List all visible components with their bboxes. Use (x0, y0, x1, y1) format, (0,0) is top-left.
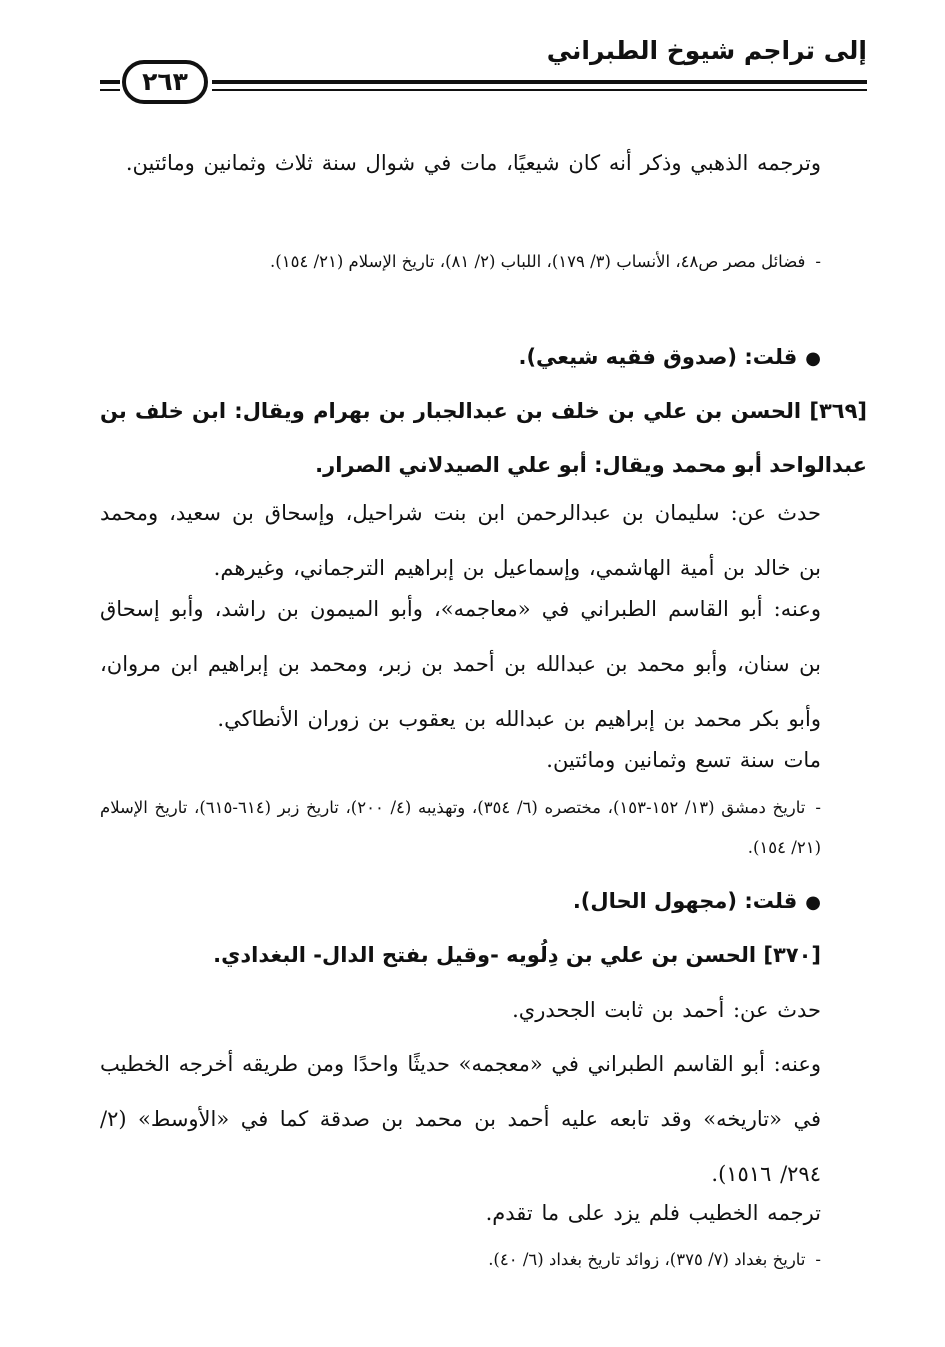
paragraph-text: حدث عن: سليمان بن عبدالرحمن ابن بنت شراحيل، وإسحاق بن سعيد، ومحمد بن خالد بن أمية الهاشمي، وإسماعيل بن إبراهيم الترجماني، وغيرهم. (100, 501, 821, 580)
paragraph-text: وترجمه الذهبي وذكر أنه كان شيعيًا، مات في شوال سنة ثلاث وثمانين ومائتين. (125, 151, 821, 175)
paragraph-students-369 (100, 582, 867, 747)
footnote-sources-2 (100, 788, 867, 868)
note-dash: - (815, 252, 821, 271)
book-page (100, 0, 867, 1347)
verdict-1 (100, 330, 867, 386)
paragraph-death-369 (100, 733, 867, 788)
page-number: ٢٦٣ (122, 60, 208, 104)
heading-text: [٣٧٠] الحسن بن علي بن دِلُويه -وقيل بفتح الدال- البغدادي. (213, 943, 821, 967)
footnote-text: فضائل مصر ص٤٨، الأنساب (٣/ ١٧٩)، اللباب (٢/ ٨١)، تاريخ الإسلام (٢١/ ١٥٤). (270, 252, 806, 271)
note-dash: - (815, 798, 821, 817)
verdict-text: قلت: (مجهول الحال). (572, 889, 798, 913)
header-rule-thick (212, 80, 867, 84)
paragraph-text: حدث عن: أحمد بن ثابت الجحدري. (512, 998, 821, 1022)
header-rule-left-thin (100, 89, 120, 91)
paragraph-narrated-from-370 (100, 983, 867, 1038)
heading-text: [٣٦٩] الحسن بن علي بن خلف بن عبدالجبار بن بهرام ويقال: ابن خلف بن عبدالواحد أبو محمد ويقال: أبو علي الصيدلاني الصرار. (100, 399, 867, 477)
bullet-icon: ● (805, 892, 821, 913)
paragraph-students-370 (100, 1037, 867, 1202)
footnote-text: تاريخ بغداد (٧/ ٣٧٥)، زوائد تاريخ بغداد (٦/ ٤٠). (488, 1250, 806, 1269)
paragraph-narrated-from-369 (100, 486, 867, 596)
entry-heading-370 (100, 928, 867, 982)
paragraph-text: وعنه: أبو القاسم الطبراني في «معاجمه»، وأبو الميمون بن راشد، وأبو إسحاق بن سنان، وأبو محمد بن عبدالله بن أحمد بن زبر، ومحمد بن إبراهيم ابن مروان، وأبو بكر محمد بن إبراهيم بن عبدالله بن يعقوب بن زوران الأنطاكي. (100, 597, 821, 731)
paragraph-text: وعنه: أبو القاسم الطبراني في «معجمه» حديثًا واحدًا ومن طريقه أخرجه الخطيب في «تاريخه» وقد تابعه عليه أحمد بن محمد بن صدقة كما في «الأوسط» (٢/ ٢٩٤/ ١٥١٦). (100, 1052, 821, 1186)
footnote-sources-3 (100, 1240, 867, 1280)
paragraph-khatib (100, 1186, 867, 1241)
footnote-sources-1 (100, 242, 867, 282)
entry-heading-369 (100, 384, 867, 492)
header-rule-thin (212, 89, 867, 91)
header-rule-left-thick (100, 80, 120, 84)
footnote-text: تاريخ دمشق (١٣/ ١٥٢-١٥٣)، مختصره (٦/ ٣٥٤)، وتهذيبه (٤/ ٢٠٠)، تاريخ زبر (٦١٤-٦١٥)، تاريخ الإسلام (٢١/ ١٥٤). (100, 798, 821, 857)
running-title: إلى تراجم شيوخ الطبراني (546, 36, 867, 65)
paragraph-text: ترجمه الخطيب فلم يزد على ما تقدم. (485, 1201, 821, 1225)
verdict-text: قلت: (صدوق فقيه شيعي). (518, 345, 798, 369)
paragraph-text: مات سنة تسع وثمانين ومائتين. (546, 748, 821, 772)
paragraph-dhahabi (100, 136, 867, 191)
bullet-icon: ● (805, 348, 821, 369)
verdict-2 (100, 874, 867, 930)
note-dash: - (815, 1250, 821, 1269)
